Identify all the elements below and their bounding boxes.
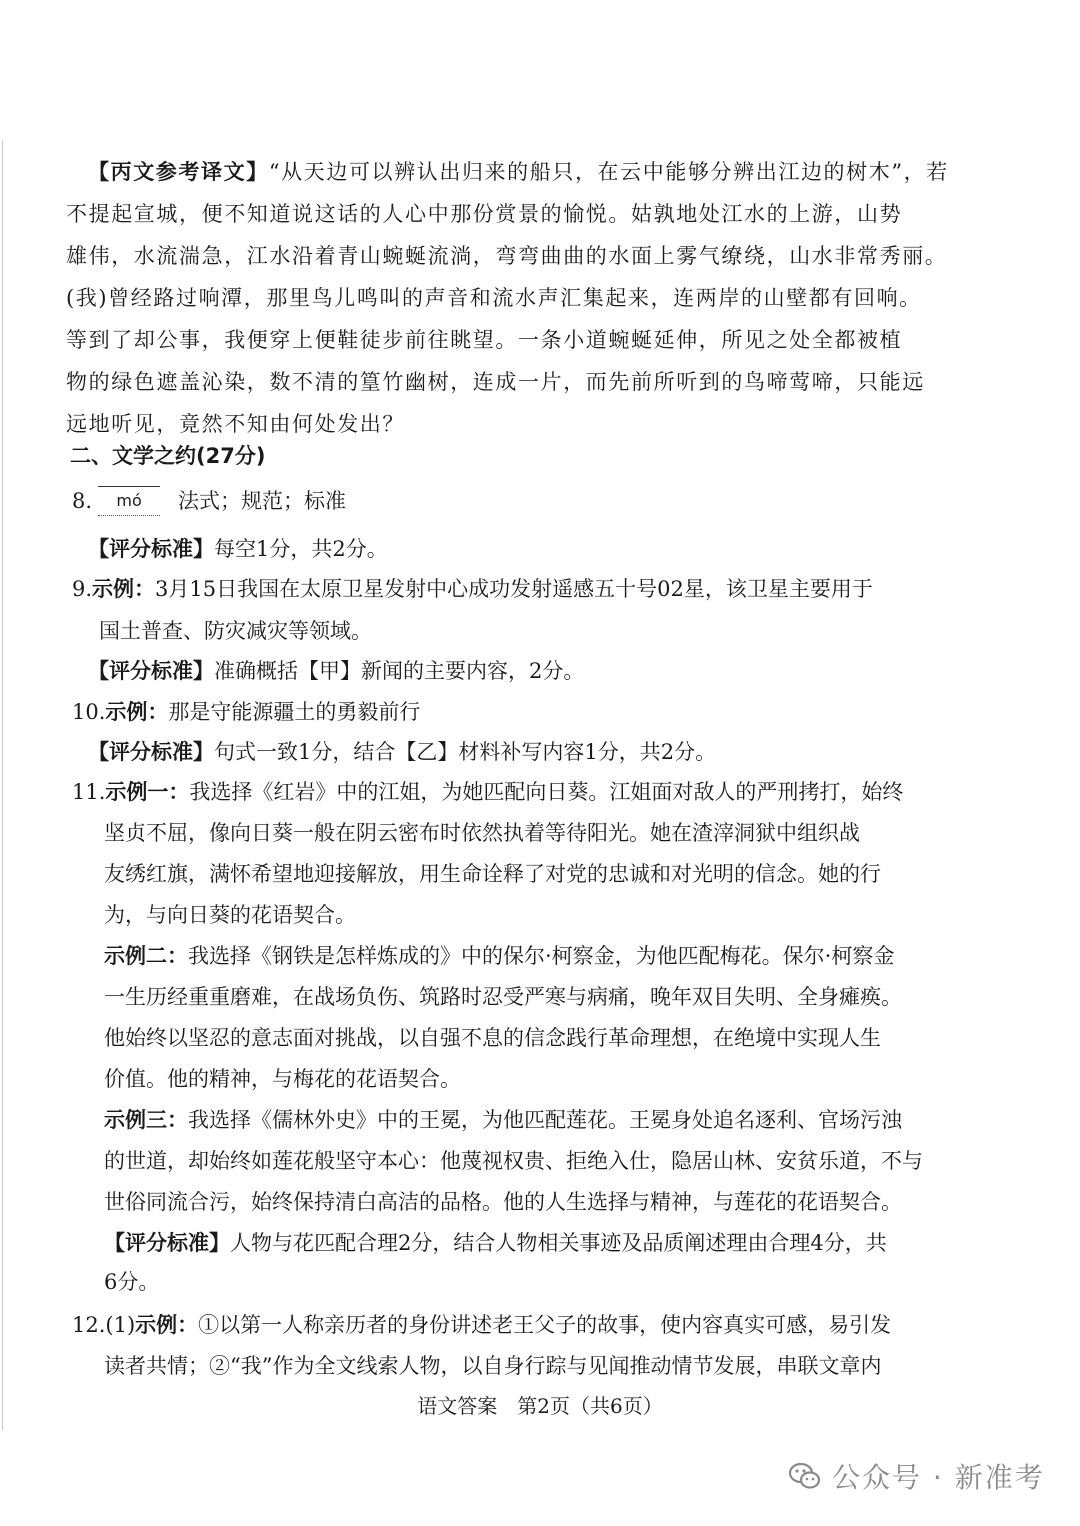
question-8 <box>72 486 346 516</box>
example-2-line-3: 他始终以坚忍的意志面对挑战，以自强不息的信念践行革命理想，在绝境中实现人生 <box>104 1026 881 1050</box>
example-label: 示例： <box>92 577 156 601</box>
question-11-score: 【评分标准】人物与花匹配合理2分，结合人物相关事迹及品质阐述理由合理4分，共 <box>104 1231 887 1255</box>
pinyin-blank: mó <box>98 486 160 516</box>
question-9-score: 【评分标准】准确概括【甲】新闻的主要内容，2分。 <box>88 659 585 683</box>
page-margin-rule <box>2 140 3 1430</box>
question-8-number: 8. <box>72 489 93 513</box>
question-9-line-2: 国土普查、防灾减灾等领域。 <box>99 619 372 643</box>
translation-heading: 【丙文参考译文】 <box>88 160 269 184</box>
question-8-score: 【评分标准】每空1分，共2分。 <box>88 537 388 561</box>
example-2-line-2: 一生历经重重磨难，在战场负伤、筑路时忍受严寒与病痛，晚年双目失明、全身瘫痪。 <box>104 985 902 1009</box>
watermark-text: 公众号 · 新准考 <box>832 1461 1045 1494</box>
translation-line-2: 不提起宣城，便不知道说这话的人心中那份赏景的愉悦。姑孰地处江水的上游，山势 <box>66 202 903 226</box>
example-3-label: 示例三： <box>104 1108 188 1132</box>
example-label: 示例： <box>135 1313 199 1337</box>
question-12-line-2: 读者共情；②“我”作为全文线索人物，以自身行踪与见闻推动情节发展，串联文章内 <box>104 1354 882 1378</box>
translation-line-7: 远地听见，竟然不知由何处发出？ <box>66 412 405 436</box>
example-2-label: 示例二： <box>104 944 188 968</box>
example-3-line-2: 的世道，却始终如莲花般坚守本心：他蔑视权贵、拒绝入仕，隐居山林、安贫乐道，不与 <box>104 1149 923 1173</box>
example-1-line-2: 坚贞不屈，像向日葵一般在阴云密布时依然执着等待阳光。她在渣滓洞狱中组织战 <box>104 821 860 845</box>
question-12: 12.(1)示例：①以第一人称亲历者的身份讲述老王父子的故事，使内容真实可感，易引发 <box>72 1313 892 1337</box>
example-3-line-3: 世俗同流合污，始终保持清白高洁的品格。他的人生选择与精神，与莲花的花语契合。 <box>104 1190 902 1214</box>
wechat-icon <box>788 1459 822 1493</box>
translation-line-3: 雄伟，水流湍急，江水沿着青山蜿蜒流淌，弯弯曲曲的水面上雾气缭绕，山水非常秀丽。 <box>66 244 948 268</box>
watermark <box>788 1456 1045 1496</box>
example-1-label: 示例一： <box>105 780 190 804</box>
question-9: 9.示例：3月15日我国在太原卫星发射中心成功发射遥感五十号02星，该卫星主要用于 <box>72 577 873 601</box>
example-2-line-1: 示例二：我选择《钢铁是怎样炼成的》中的保尔·柯察金，为他匹配梅花。保尔·柯察金 <box>104 944 895 968</box>
question-11: 11.示例一：我选择《红岩》中的江姐，为她匹配向日葵。江姐面对敌人的严刑拷打，始终 <box>72 780 904 804</box>
page-footer: 语文答案 第2页（共6页） <box>417 1394 663 1418</box>
example-label: 示例： <box>105 700 169 724</box>
translation-line-5: 等到了却公事，我便穿上便鞋徒步前往眺望。一条小道蜿蜒延伸，所见之处全都被植 <box>66 328 903 352</box>
section-title: 二、文学之约(27分) <box>70 444 266 468</box>
translation-line-1: 【丙文参考译文】“从天边可以辨认出归来的船只，在云中能够分辨出江边的树木”，若 <box>88 160 949 184</box>
question-11-score-line-2: 6分。 <box>104 1270 160 1294</box>
example-1-line-4: 为，与向日葵的花语契合。 <box>104 903 356 927</box>
question-8-answer: 法式；规范；标准 <box>178 489 347 513</box>
question-10: 10.示例：那是守能源疆土的勇毅前行 <box>72 700 421 724</box>
question-10-score: 【评分标准】句式一致1分，结合【乙】材料补写内容1分，共2分。 <box>88 740 717 764</box>
example-3-line-1: 示例三：我选择《儒林外史》中的王冕，为他匹配莲花。王冕身处追名逐利、官场污浊 <box>104 1108 902 1132</box>
translation-line-6: 物的绿色遮盖沁染，数不清的篁竹幽树，连成一片，而先前所听到的鸟啼莺啼，只能远 <box>66 370 925 394</box>
example-2-line-4: 价值。他的精神，与梅花的花语契合。 <box>104 1067 461 1091</box>
translation-line-4: (我)曾经路过响潭，那里鸟儿鸣叫的声音和流水声汇集起来，连两岸的山壁都有回响。 <box>66 286 922 310</box>
example-1-line-3: 友绣红旗，满怀希望地迎接解放，用生命诠释了对党的忠诚和对光明的信念。她的行 <box>104 862 881 886</box>
